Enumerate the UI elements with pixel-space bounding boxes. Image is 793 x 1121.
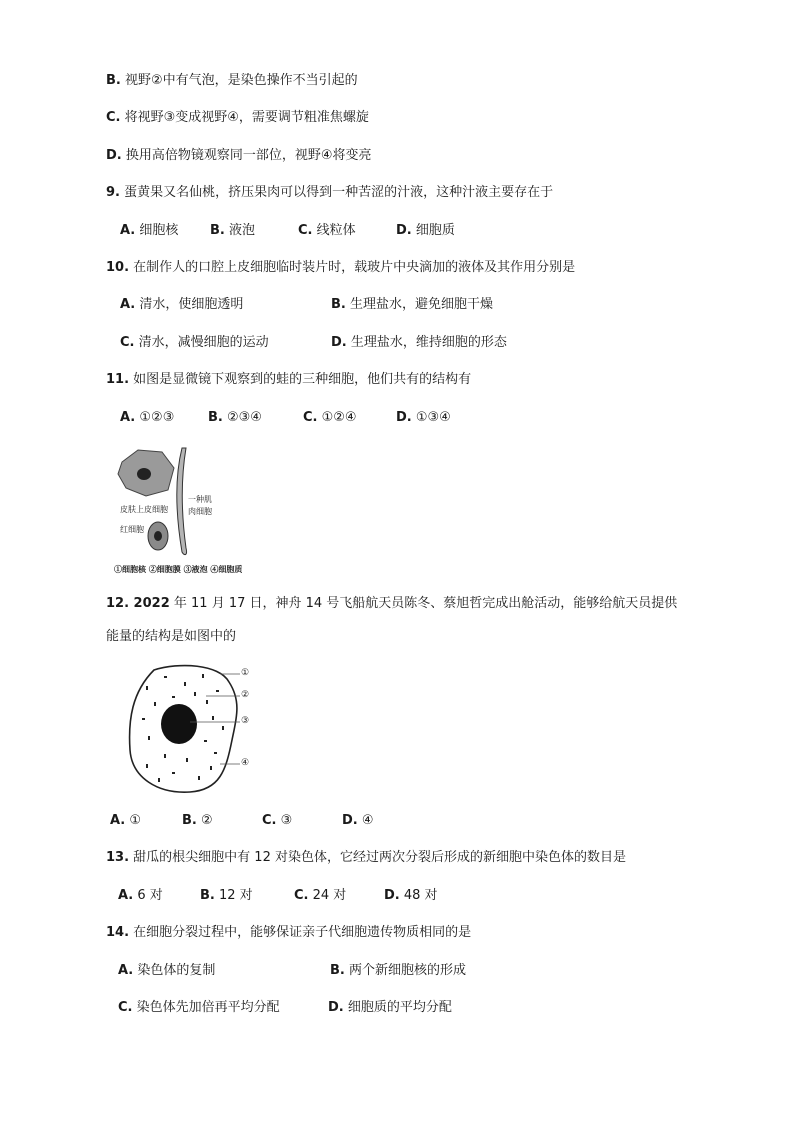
q11-option-a: A. ①②③ [120,410,175,425]
q12-option-a: A. ① [110,813,142,828]
question-12-line1: 12. 2022 年 11 月 17 日，神舟 14 号飞船航天员陈冬、蔡旭哲完成出舱活动，能够给航天员提供 [106,596,678,611]
q8-option-d: D. 换用高倍物镜观察同一部位，视野④将变亮 [106,148,372,163]
question-11: 11. 如图是显微镜下观察到的蛙的三种细胞，他们共有的结构有 [106,372,472,387]
q14-option-b: B. 两个新细胞核的形成 [330,963,466,978]
callout-3: ③ [241,716,250,726]
callout-1: ① [241,668,250,678]
red-cell-label: 红细胞 [120,525,144,534]
muscle-cell-shape [177,448,187,555]
q12-option-c: C. ③ [262,813,293,828]
cell-diagram [124,660,274,800]
figure-legend: ①细胞核 ②细胞膜 ③液泡 ④细胞质 [114,564,243,574]
question-9: 9. 蛋黄果又名仙桃，挤压果肉可以得到一种苦涩的汁液，这种汁液主要存在于 [106,185,554,200]
q14-option-c: C. 染色体先加倍再平均分配 [118,1000,280,1015]
question-12-line2: 能量的结构是如图中的 [106,629,237,644]
q10-option-d: D. 生理盐水，维持细胞的形态 [331,335,507,350]
q11-option-d: D. ①③④ [396,410,451,425]
q14-option-d: D. 细胞质的平均分配 [328,1000,452,1015]
red-cell-nucleus [154,531,162,541]
muscle-cell-label-1: 一种肌 [188,495,212,504]
q13-option-c: C. 24 对 [294,888,347,903]
q13-option-b: B. 12 对 [200,888,253,903]
q10-option-a: A. 清水，使细胞透明 [120,297,244,312]
q9-option-d: D. 细胞质 [396,223,455,238]
q12-option-b: B. ② [182,813,213,828]
q10-option-c: C. 清水，减慢细胞的运动 [120,335,269,350]
q12-option-d: D. ④ [342,813,374,828]
muscle-cell-label-2: 肉细胞 [188,507,212,516]
q14-option-a: A. 染色体的复制 [118,963,216,978]
skin-cell-label: 皮肤上皮细胞 [120,505,168,514]
question-10: 10. 在制作人的口腔上皮细胞临时装片时，载玻片中央滴加的液体及其作用分别是 [106,260,576,275]
question-13: 13. 甜瓜的根尖细胞中有 12 对染色体，它经过两次分裂后形成的新细胞中染色体的数目是 [106,850,626,865]
q8-option-c: C. 将视野③变成视野④，需要调节粗准焦螺旋 [106,110,369,125]
skin-cell-nucleus [137,468,151,480]
q11-option-c: C. ①②④ [303,410,357,425]
callout-2: ② [241,690,250,700]
q11-option-b: B. ②③④ [208,410,262,425]
q9-option-b: B. 液泡 [210,223,255,238]
frog-cells-figure [112,444,292,578]
q8-option-b: B. 视野②中有气泡，是染色操作不当引起的 [106,73,358,88]
cell-nucleus [161,704,197,744]
q13-option-d: D. 48 对 [384,888,438,903]
q9-option-c: C. 线粒体 [298,223,356,238]
q9-option-a: A. 细胞核 [120,223,179,238]
question-14: 14. 在细胞分裂过程中，能够保证亲子代细胞遗传物质相同的是 [106,925,472,940]
q13-option-a: A. 6 对 [118,888,163,903]
callout-4: ④ [241,758,250,768]
q10-option-b: B. 生理盐水，避免细胞干燥 [331,297,493,312]
cell-diagram-drawing [124,660,274,800]
